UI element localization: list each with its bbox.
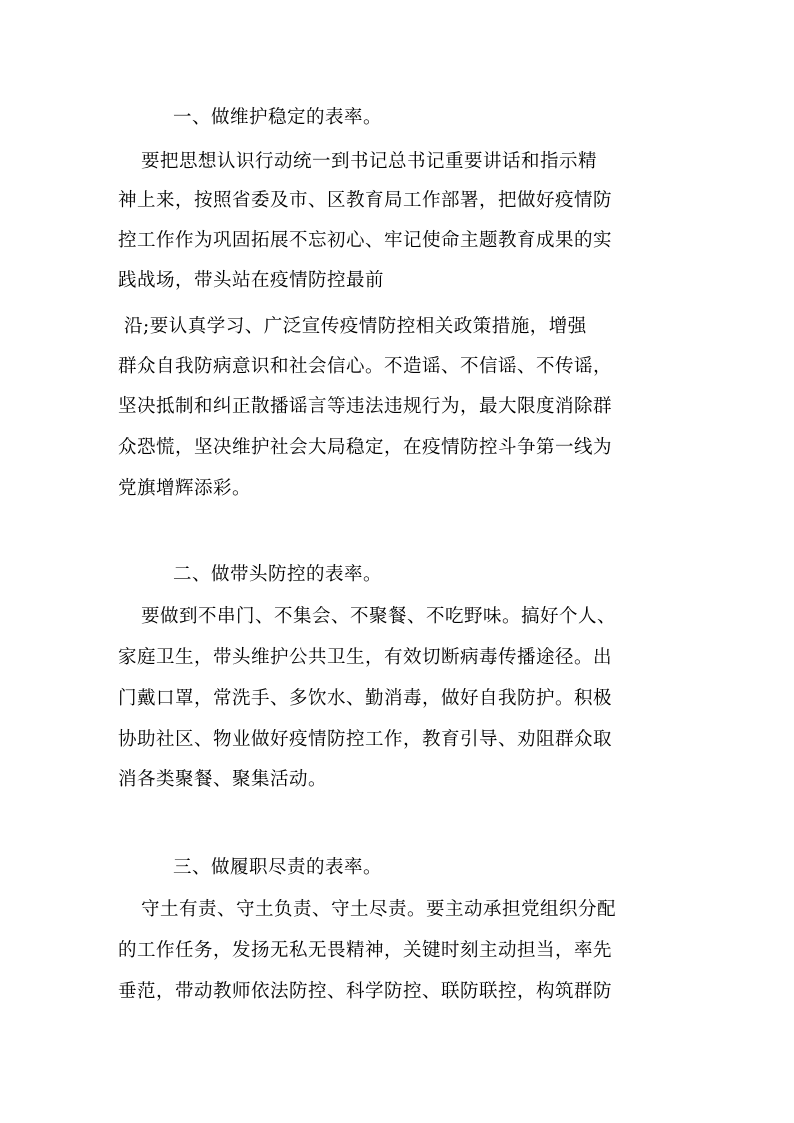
paragraph-line: 家庭卫生，带头维护公共卫生，有效切断病毒传播途径。出 xyxy=(118,647,613,668)
paragraph-line: 垂范，带动教师依法防控、科学防控、联防联控，构筑群防 xyxy=(118,981,613,1002)
paragraph-line: 坚决抵制和纠正散播谣言等违法违规行为，最大限度消除群 xyxy=(118,396,613,417)
paragraph-line: 消各类聚餐、聚集活动。 xyxy=(118,769,328,790)
paragraph-line: 的工作任务，发扬无私无畏精神，关键时刻主动担当，率先 xyxy=(118,940,613,961)
section-heading-2: 二、做带头防控的表率。 xyxy=(173,564,383,585)
paragraph-line: 群众自我防病意识和社会信心。不造谣、不信谣、不传谣， xyxy=(118,356,613,377)
paragraph-line: 众恐慌，坚决维护社会大局稳定，在疫情防控斗争第一线为 xyxy=(118,437,613,458)
paragraph-line: 要做到不串门、不集会、不聚餐、不吃野味。搞好个人、 xyxy=(141,606,617,627)
section-heading-1: 一、做维护稳定的表率。 xyxy=(173,107,383,128)
paragraph-line: 要把思想认识行动统一到书记总书记重要讲话和指示精 xyxy=(141,151,598,172)
paragraph-line: 神上来，按照省委及市、区教育局工作部署，把做好疫情防 xyxy=(118,190,613,211)
section-heading-3: 三、做履职尽责的表率。 xyxy=(173,857,383,878)
paragraph-line: 控工作作为巩固拓展不忘初心、牢记使命主题教育成果的实 xyxy=(118,230,613,251)
paragraph-line: 守土有责、守土负责、守土尽责。要主动承担党组织分配 xyxy=(141,899,617,920)
paragraph-line: 沿;要认真学习、广泛宣传疫情防控相关政策措施，增强 xyxy=(124,316,587,337)
paragraph-line: 践战场，带头站在疫情防控最前 xyxy=(118,270,385,291)
paragraph-line: 协助社区、物业做好疫情防控工作，教育引导、劝阻群众取 xyxy=(118,729,613,750)
paragraph-line: 党旗增辉添彩。 xyxy=(118,478,252,499)
paragraph-line: 门戴口罩，常洗手、多饮水、勤消毒，做好自我防护。积极 xyxy=(118,688,613,709)
